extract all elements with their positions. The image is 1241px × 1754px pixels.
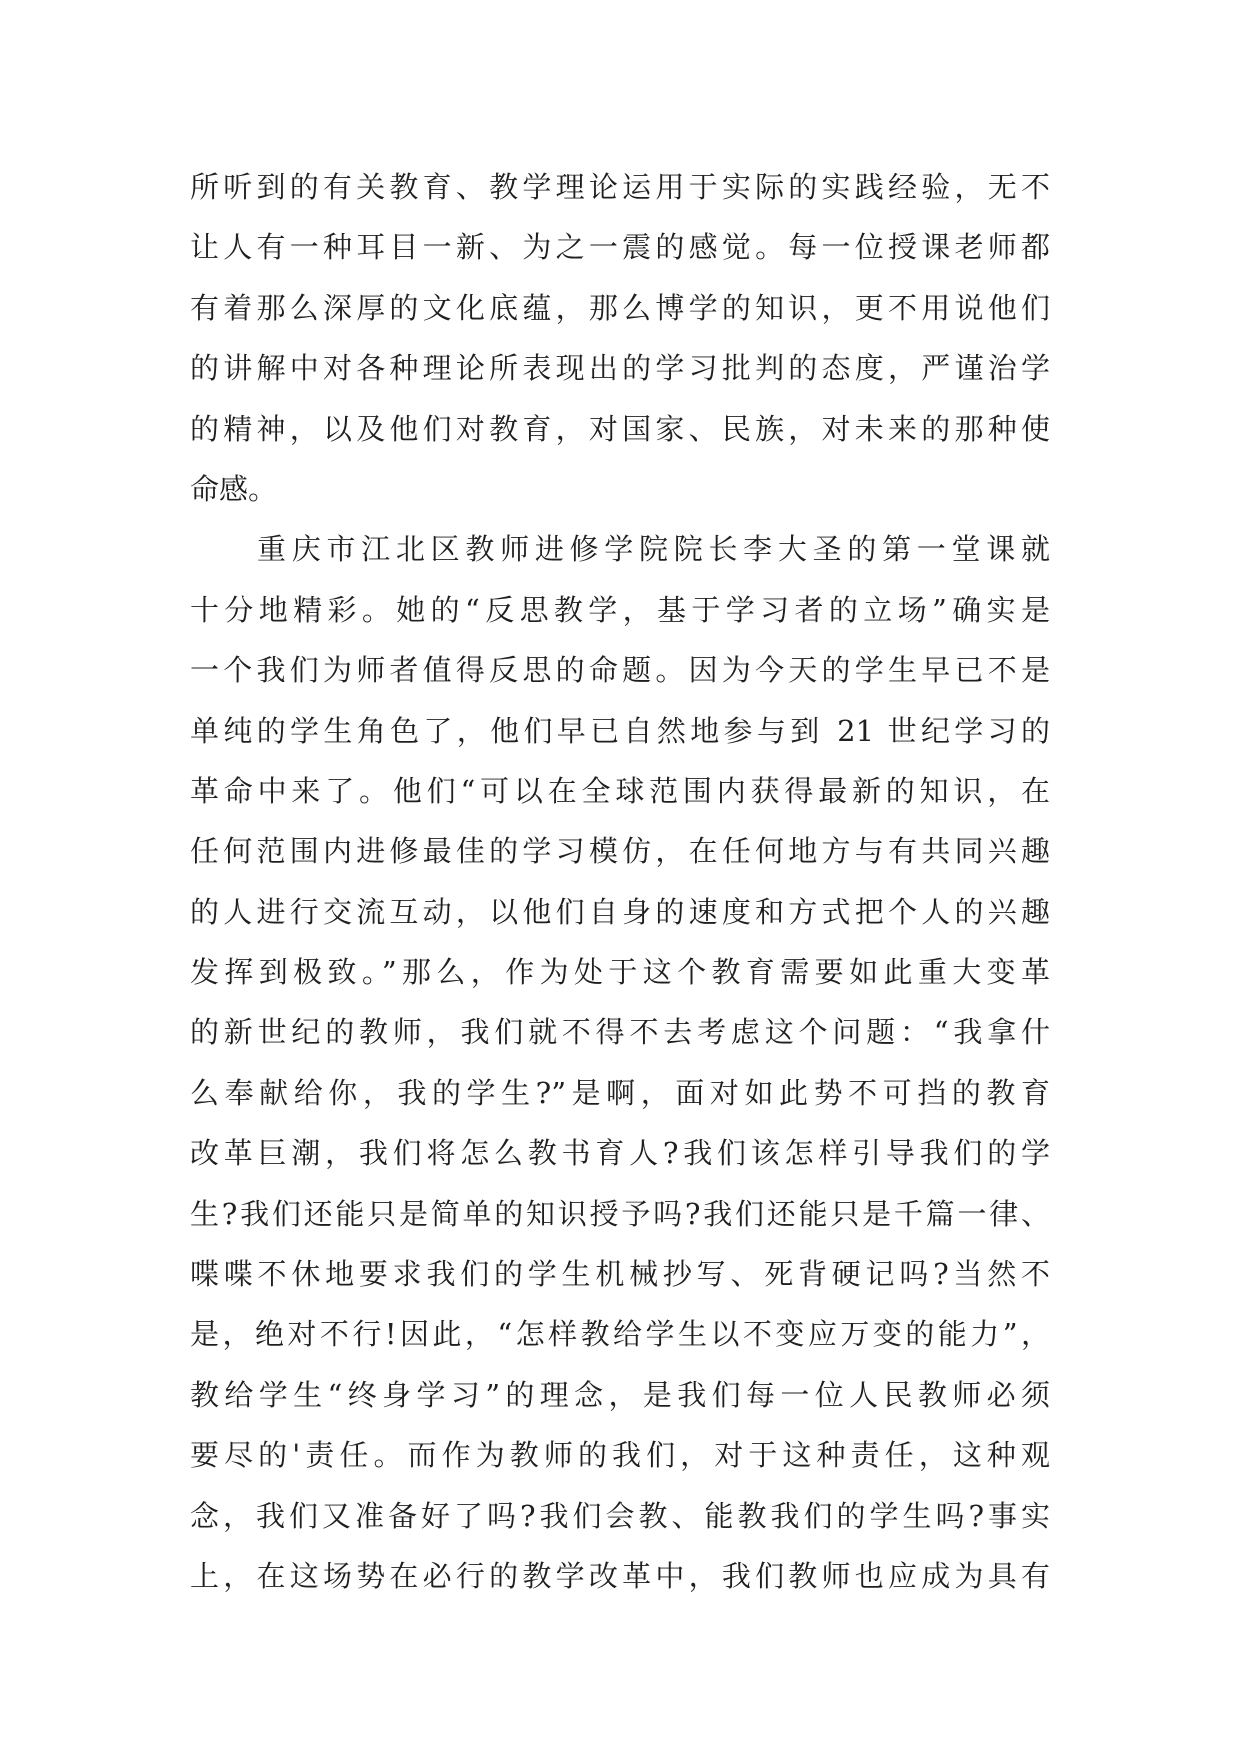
text-line: 的精神，以及他们对教育，对国家、民族，对未来的那种使 bbox=[190, 411, 1050, 446]
text-line: 改革巨潮，我们将怎么教书育人?我们该怎样引导我们的学 bbox=[190, 1136, 1050, 1171]
text-line: 么奉献给你，我的学生?”是啊，面对如此势不可挡的教育 bbox=[190, 1075, 1050, 1110]
text-line: 的人进行交流互动，以他们自身的速度和方式把个人的兴趣 bbox=[190, 894, 1050, 929]
text-line: 有着那么深厚的文化底蕴，那么博学的知识，更不用说他们 bbox=[190, 290, 1050, 325]
text-line: 革命中来了。他们“可以在全球范围内获得最新的知识，在 bbox=[190, 773, 1050, 808]
text-line: 单纯的学生角色了，他们早已自然地参与到 21 世纪学习的 bbox=[190, 713, 1050, 748]
text-line: 命感。 bbox=[190, 471, 278, 506]
text-line: 十分地精彩。她的“反思教学，基于学习者的立场”确实是 bbox=[190, 592, 1050, 627]
text-line: 生?我们还能只是简单的知识授予吗?我们还能只是千篇一律、 bbox=[190, 1196, 1050, 1231]
text-line: 让人有一种耳目一新、为之一震的感觉。每一位授课老师都 bbox=[190, 230, 1050, 265]
text-line: 重庆市江北区教师进修学院院长李大圣的第一堂课就 bbox=[257, 532, 1050, 567]
text-line: 教给学生“终身学习”的理念，是我们每一位人民教师必须 bbox=[190, 1377, 1050, 1412]
text-line: 任何范围内进修最佳的学习模仿，在任何地方与有共同兴趣 bbox=[190, 834, 1050, 869]
text-line: 所听到的有关教育、教学理论运用于实际的实践经验，无不 bbox=[190, 170, 1050, 204]
paragraph-2 bbox=[190, 519, 1050, 1606]
text-line: 一个我们为师者值得反思的命题。因为今天的学生早已不是 bbox=[190, 653, 1050, 688]
text-line: 是，绝对不行!因此，“怎样教给学生以不变应万变的能力”， bbox=[190, 1317, 1050, 1352]
text-line: 上，在这场势在必行的教学改革中，我们教师也应成为具有 bbox=[190, 1558, 1050, 1593]
text-line: 要尽的'责任。而作为教师的我们，对于这种责任，这种观 bbox=[190, 1438, 1050, 1473]
text-line: 发挥到极致。”那么，作为处于这个教育需要如此重大变革 bbox=[190, 955, 1050, 990]
paragraph-1 bbox=[190, 157, 1050, 519]
body-text bbox=[190, 157, 1050, 1606]
text-line: 的新世纪的教师，我们就不得不去考虑这个问题：“我拿什 bbox=[190, 1015, 1050, 1050]
text-line: 念，我们又准备好了吗?我们会教、能教我们的学生吗?事实 bbox=[190, 1498, 1050, 1533]
text-line: 喋喋不休地要求我们的学生机械抄写、死背硬记吗?当然不 bbox=[190, 1257, 1050, 1292]
text-line: 的讲解中对各种理论所表现出的学习批判的态度，严谨治学 bbox=[190, 351, 1050, 386]
